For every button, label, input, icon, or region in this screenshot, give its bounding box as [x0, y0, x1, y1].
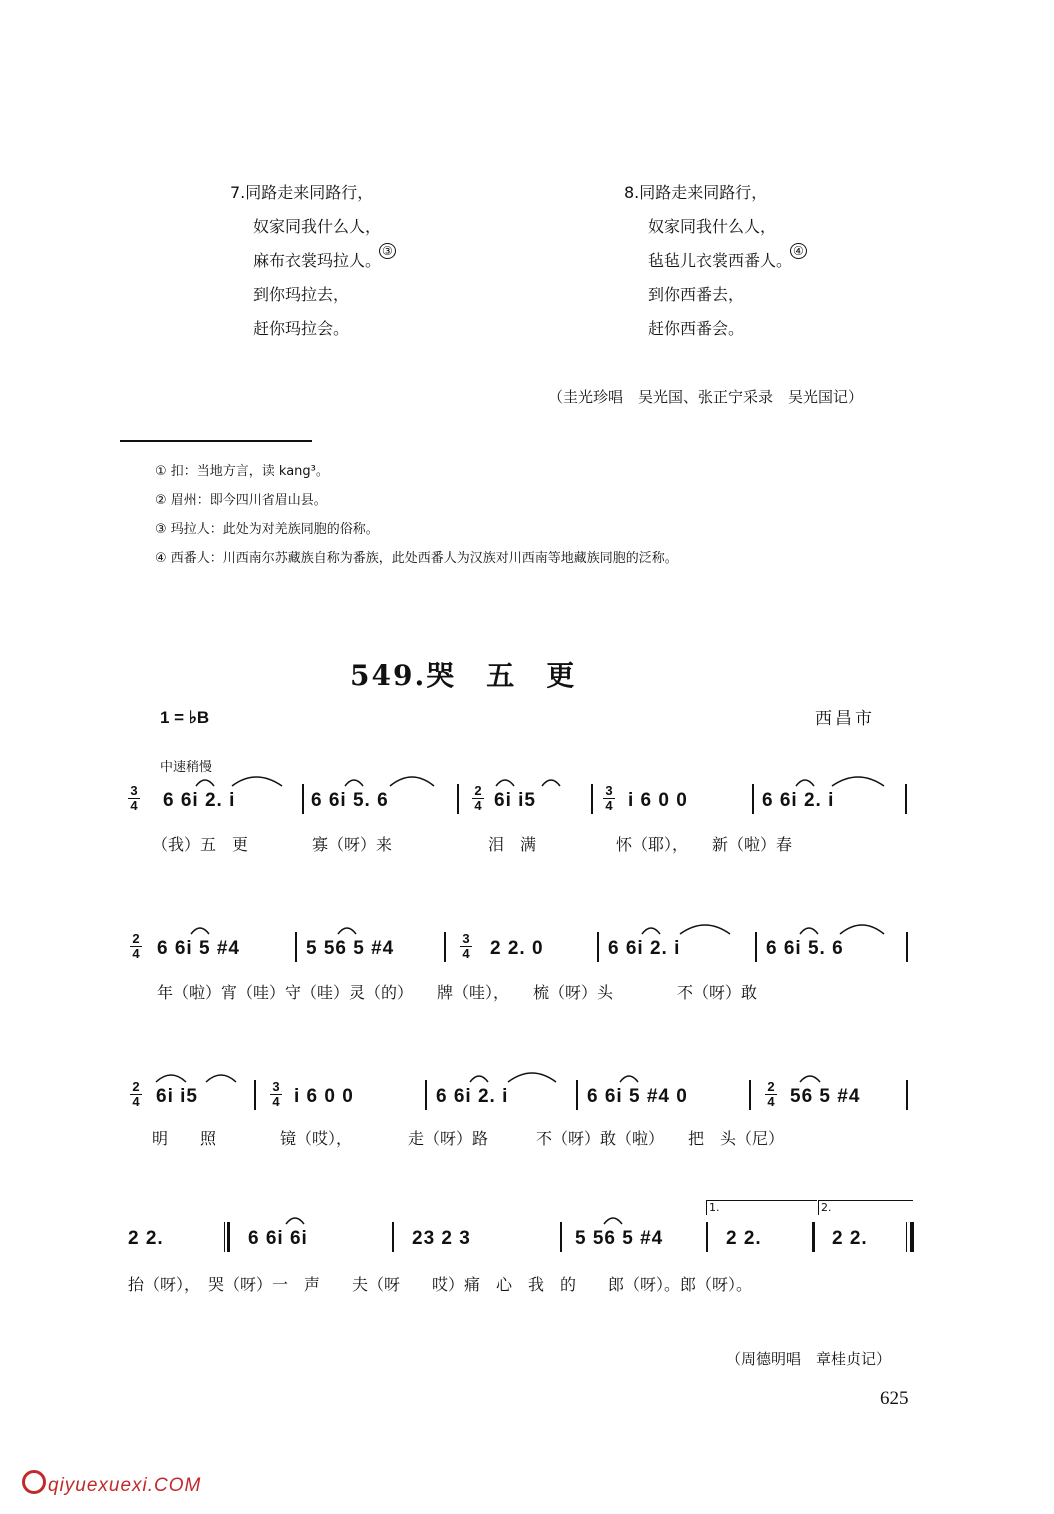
lyric-line: 抬（呀）， 哭（呀）一 声 夫（呀 哎）痛 心 我 的 郎（呀）。郎（呀）。: [128, 1275, 753, 1294]
measure: 2 2.: [832, 1228, 868, 1249]
slur: [470, 1076, 488, 1082]
lyric-line: （我）五 更 寡（呀）来 泪 满 怀（耶）， 新（啦）春: [152, 835, 793, 854]
measure: 5 56 5 #4: [575, 1228, 664, 1249]
measure: 6 6i 5. 6: [766, 938, 844, 959]
measure: 6i i5: [156, 1086, 198, 1107]
measure: 5 56 5 #4: [306, 938, 395, 959]
slur: [832, 777, 884, 786]
verse-credits: （圭光珍唱 吴光国、张正宁采录 吴光国记）: [548, 388, 864, 406]
slur: [156, 1075, 186, 1082]
verse-line: 奴家同我什么人，: [253, 217, 382, 236]
slur: [620, 1076, 638, 1082]
time-signature: 2 4: [765, 1080, 777, 1109]
measure: 6 6i 5 #4: [157, 938, 240, 959]
measure: 6i i5: [494, 790, 536, 811]
measure: 6 6i 2. i: [762, 790, 835, 811]
slur: [496, 780, 514, 786]
verse-line: 8.同路走来同路行，: [624, 183, 768, 202]
volta-2: 2.: [818, 1200, 913, 1215]
time-signature: 2 4: [130, 1080, 142, 1109]
measure: 2 2. 0: [490, 938, 544, 959]
footnote-marker: ③: [379, 243, 396, 259]
measure: 6 6i 5 #4 0: [587, 1086, 688, 1107]
slur: [796, 780, 814, 786]
slur: [286, 1218, 304, 1224]
footnote-marker: ④: [790, 243, 807, 259]
footnote: ② 眉州：即今四川省眉山县。: [155, 493, 327, 508]
watermark: qiyuexuexi.COM: [22, 1470, 201, 1497]
verse-line: 赶你玛拉会。: [253, 319, 350, 338]
slur: [191, 928, 209, 934]
slur: [542, 780, 560, 786]
measure: 56 5 #4: [790, 1086, 861, 1107]
slur: [800, 1076, 820, 1082]
time-signature: 2 4: [472, 784, 484, 813]
slur: [345, 780, 363, 786]
time-signature: 3 4: [128, 784, 140, 813]
measure: 23 2 3: [412, 1228, 471, 1249]
measure: 6 6i 5. 6: [311, 790, 389, 811]
lyric-line: 年（啦）宵（哇）守（哇）灵（的） 牌（哇）， 梳（呀）头 不（呀）敢: [157, 983, 758, 1002]
slur: [338, 928, 356, 934]
slur: [680, 925, 730, 934]
song-credits: （周德明唱 章桂贞记）: [726, 1350, 892, 1368]
slur: [642, 928, 660, 934]
verse-line: 7.同路走来同路行，: [230, 183, 374, 202]
measure: i 6 0 0: [294, 1086, 354, 1107]
measure: i 6 0 0: [628, 790, 688, 811]
slur: [232, 777, 282, 786]
measure: 2 2.: [726, 1228, 762, 1249]
page-number: 625: [880, 1388, 909, 1409]
footnote: ④ 西番人：川西南尔苏藏族自称为番族，此处西番人为汉族对川西南等地藏族同胞的泛称。: [155, 551, 678, 566]
verse-line: 到你西番去，: [648, 285, 745, 304]
slur: [604, 1218, 622, 1224]
slur: [508, 1073, 556, 1082]
slur: [840, 925, 884, 934]
measure: 6 6i 2. i: [163, 790, 236, 811]
verse-line: 毡毡儿衣裳西番人。④: [648, 248, 809, 271]
slur: [390, 777, 434, 786]
verse-line: 麻布衣裳玛拉人。③: [253, 248, 398, 271]
slur: [196, 780, 214, 786]
footnote: ① 扣：当地方言，读 kang³。: [155, 464, 329, 479]
verse-line: 奴家同我什么人，: [648, 217, 777, 236]
tempo-marking: 中速稍慢: [160, 760, 213, 775]
measure: 2 2.: [128, 1228, 164, 1249]
volta-1: 1.: [706, 1200, 817, 1215]
verse-line: 赶你西番会。: [648, 319, 745, 338]
footnote: ③ 玛拉人：此处为对羌族同胞的俗称。: [155, 522, 379, 537]
song-title: 549.哭 五 更: [350, 659, 577, 692]
measure: 6 6i 6i: [248, 1228, 308, 1249]
verse-line: 到你玛拉去，: [253, 285, 350, 304]
measure: 6 6i 2. i: [608, 938, 681, 959]
time-signature: 3 4: [270, 1080, 282, 1109]
time-signature: 3 4: [603, 784, 615, 813]
slur: [800, 928, 818, 934]
time-signature: 3 4: [460, 932, 472, 961]
watermark-logo-icon: [22, 1470, 46, 1494]
song-origin: 西昌市: [815, 709, 875, 729]
time-signature: 2 4: [130, 932, 142, 961]
slur: [206, 1075, 236, 1082]
key-signature: 1 = ♭B: [160, 708, 210, 727]
lyric-line: 明 照 镜（哎）， 走（呀）路 不（呀）敢（啦） 把 头（尼）: [152, 1129, 785, 1148]
measure: 6 6i 2. i: [436, 1086, 509, 1107]
